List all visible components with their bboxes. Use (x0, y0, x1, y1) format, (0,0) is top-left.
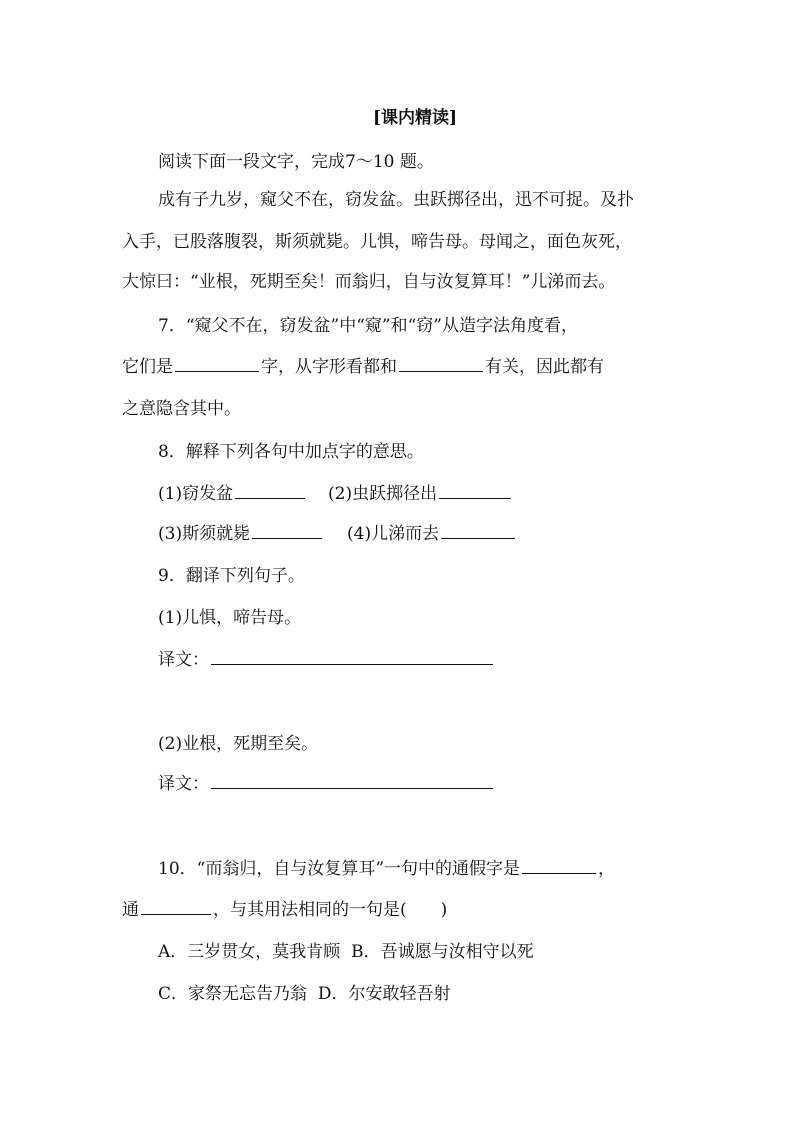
q10-tail: ，与其用法相同的一句是( ) (213, 900, 448, 920)
q8-item-2: (2)虫跃掷径出 (328, 484, 438, 504)
q8-row-1 (158, 482, 307, 506)
q8-item-4: (4)儿涕而去 (347, 524, 440, 544)
q10-stem: 10．“而翁归，自与汝复算耳”一句中的通假字是 (158, 859, 521, 879)
q9-sentence-1: (1)儿惧，啼告母。 (158, 608, 302, 628)
q10-line-2 (122, 898, 447, 922)
q8-row-2 (158, 522, 324, 546)
q10-option-c[interactable]: C．家祭无忘告乃翁 (158, 984, 308, 1004)
section-title: [课内精读] (373, 108, 458, 128)
q9-stem: 9．翻译下列句子。 (158, 566, 305, 586)
q10-options-row-2 (158, 982, 450, 1006)
q8-row-2b (347, 522, 517, 546)
q9-sentence-2: (2)业根，死期至矣。 (158, 734, 319, 754)
q10-option-b[interactable]: B．吾诚愿与汝相守以死 (351, 942, 534, 962)
q10-line-1 (158, 857, 615, 881)
q7-text-c: 有关，因此都有 (485, 357, 604, 377)
q9-answer-1 (158, 648, 495, 672)
q7-line-3: 之意隐含其中。 (122, 399, 241, 419)
q8-item-1: (1)窃发盆 (158, 484, 234, 504)
q8-blank-4[interactable] (441, 523, 515, 539)
q8-stem: 8．解释下列各句中加点字的意思。 (158, 442, 424, 462)
q7-stem: 7．“窥父不在，窃发盆”中“窥”和“窃”从造字法角度看， (158, 316, 578, 336)
passage-line-2: 入手，已股落腹裂，斯须就毙。儿惧，啼告母。母闻之，面色灰死， (122, 232, 632, 252)
q8-row-1b (328, 482, 513, 506)
instruction-text: 阅读下面一段文字，完成7～10 题。 (158, 152, 434, 172)
q10-options-row-1 (158, 940, 534, 964)
q9-yiwen-label-1: 译文： (158, 650, 209, 670)
q10-option-d[interactable]: D．尔安敢轻吾射 (317, 984, 451, 1004)
q9-answer-line-1[interactable] (211, 649, 493, 665)
q8-item-3: (3)斯须就毙 (158, 524, 251, 544)
q10-tong-label: 通 (122, 900, 139, 920)
q7-blank-2[interactable] (399, 356, 483, 372)
q8-blank-1[interactable] (235, 483, 305, 499)
q7-blank-1[interactable] (175, 356, 259, 372)
q9-answer-line-2[interactable] (211, 773, 493, 789)
passage-line-1: 成有子九岁，窥父不在，窃发盆。虫跃掷径出，迅不可捉。及扑 (158, 190, 634, 210)
q8-blank-3[interactable] (252, 523, 322, 539)
q7-text-b: 字，从字形看都和 (261, 357, 397, 377)
q9-yiwen-label-2: 译文： (158, 774, 209, 794)
q7-text-a: 它们是 (122, 357, 173, 377)
q9-answer-2 (158, 772, 495, 796)
q10-option-a[interactable]: A．三岁贯女，莫我肯顾 (158, 942, 341, 962)
q8-blank-2[interactable] (439, 483, 511, 499)
q10-blank-2[interactable] (141, 899, 211, 915)
q7-line-2 (122, 355, 604, 379)
passage-line-3: 大惊曰：“业根，死期至矣！而翁归，自与汝复算耳！”儿涕而去。 (122, 272, 616, 292)
q10-comma: ， (598, 859, 616, 879)
q10-blank-1[interactable] (522, 858, 596, 874)
